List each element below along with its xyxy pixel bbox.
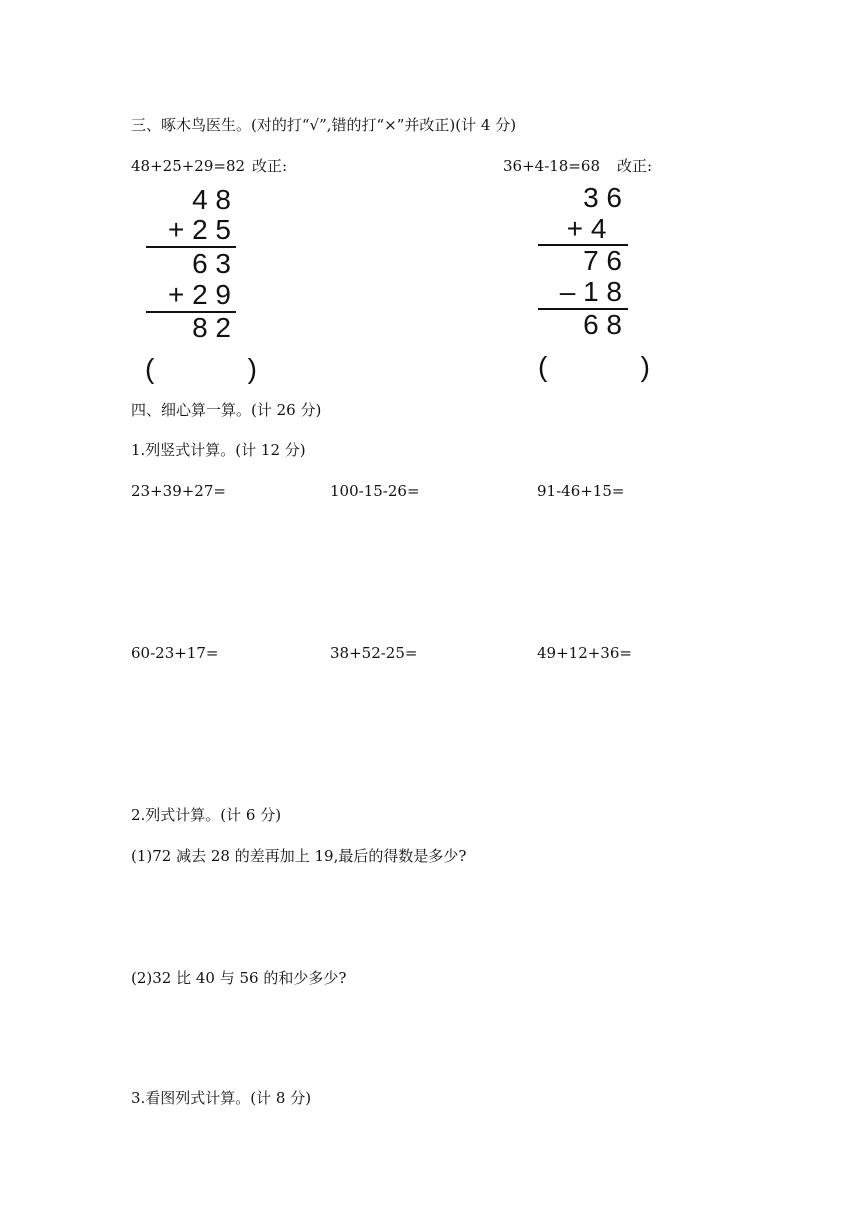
problem1-equation: 48+25+29=82 bbox=[131, 157, 246, 175]
part3-title: 3.看图列式计算。(计 8 分) bbox=[131, 1089, 312, 1107]
part1-title: 1.列竖式计算。(计 12 分) bbox=[131, 441, 306, 459]
problem2-equation: 36+4-18=68 bbox=[503, 157, 601, 175]
problem1-correct-label: 改正: bbox=[252, 157, 288, 175]
problem2-row-2: + 4 bbox=[566, 213, 622, 244]
problem1-row-3: 6 3 bbox=[192, 248, 231, 279]
problem1-row-1: 4 8 bbox=[192, 184, 231, 215]
part2-question-1: (1)72 减去 28 的差再加上 19,最后的得数是多少? bbox=[131, 847, 467, 865]
problem1-row-4: + 2 9 bbox=[167, 279, 231, 310]
problem2-row-5: 6 8 bbox=[583, 309, 622, 340]
problem1-answer-paren: ( ) bbox=[145, 353, 257, 384]
calc-item-2: 100-15-26= bbox=[330, 482, 420, 500]
problem2-vertical-calc bbox=[522, 183, 632, 343]
section3-title: 三、啄木鸟医生。(对的打“√”,错的打“×”并改正)(计 4 分) bbox=[131, 116, 517, 134]
calc-item-6: 49+12+36= bbox=[537, 644, 632, 662]
calc-item-1: 23+39+27= bbox=[131, 482, 226, 500]
part2-title: 2.列式计算。(计 6 分) bbox=[131, 806, 282, 824]
calc-item-5: 38+52-25= bbox=[330, 644, 418, 662]
problem2-answer-paren: ( ) bbox=[538, 351, 650, 382]
problem1-row-5: 8 2 bbox=[192, 312, 231, 343]
problem1-vertical-calc bbox=[131, 185, 241, 345]
problem1-row-2: + 2 5 bbox=[167, 214, 231, 245]
calc-item-4: 60-23+17= bbox=[131, 644, 219, 662]
problem2-row-3: 7 6 bbox=[583, 245, 622, 276]
part2-question-2: (2)32 比 40 与 56 的和少多少? bbox=[131, 969, 347, 987]
problem2-correct-label: 改正: bbox=[617, 157, 653, 175]
problem2-row-1: 3 6 bbox=[583, 182, 622, 213]
section4-title: 四、细心算一算。(计 26 分) bbox=[131, 401, 322, 419]
problem2-row-4: – 1 8 bbox=[559, 276, 622, 307]
calc-item-3: 91-46+15= bbox=[537, 482, 625, 500]
